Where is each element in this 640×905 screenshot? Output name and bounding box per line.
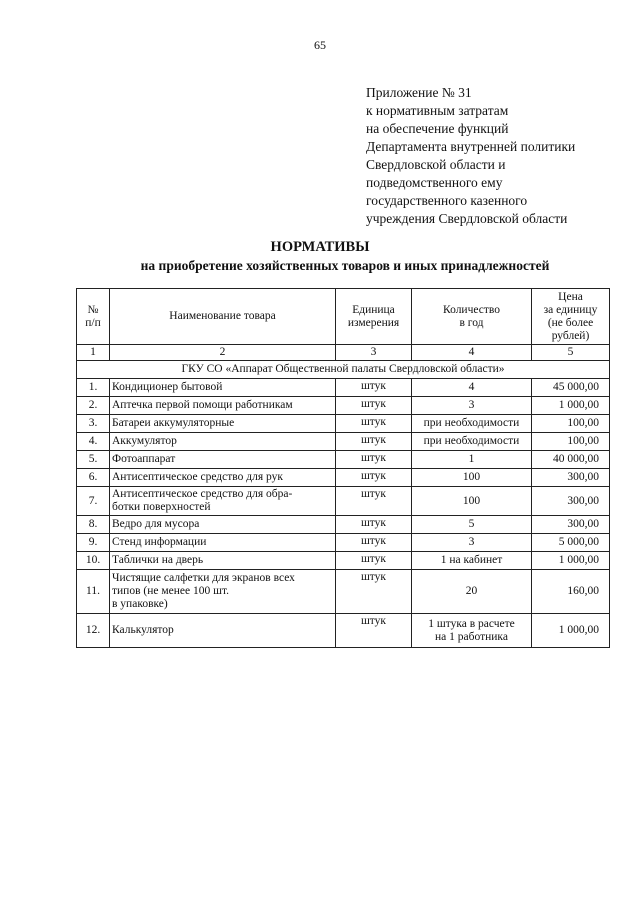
row-name: Ведро для мусора [110,516,336,534]
row-price: 45 000,00 [532,379,610,397]
row-quantity: 20 [412,570,532,614]
row-quantity: при необходимости [412,433,532,451]
row-quantity: 5 [412,516,532,534]
row-price: 40 000,00 [532,451,610,469]
table-row [77,487,610,516]
row-number: 12. [77,614,110,648]
column-number: 2 [110,345,336,361]
row-quantity: 1 на кабинет [412,552,532,570]
row-number: 10. [77,552,110,570]
header-number: № п/п [77,289,110,345]
row-price: 300,00 [532,487,610,516]
row-price: 300,00 [532,516,610,534]
table-row [77,570,610,614]
row-name: Фотоаппарат [110,451,336,469]
row-unit: штук [336,534,412,552]
table-row [77,469,610,487]
row-price: 300,00 [532,469,610,487]
page-number: 65 [314,38,326,52]
row-unit: штук [336,379,412,397]
appendix-line: учреждения Свердловской области [366,211,568,226]
appendix-line: государственного казенного [366,193,528,208]
row-number: 4. [77,433,110,451]
row-name: Таблички на дверь [110,552,336,570]
document-subtitle: на приобретение хозяйственных товаров и иных принадлежностей [140,258,550,273]
row-quantity: 3 [412,534,532,552]
document-title: НОРМАТИВЫ [270,239,370,255]
row-quantity: 100 [412,469,532,487]
appendix-line: подведомственного ему [366,175,503,190]
row-name: Батареи аккумуляторные [110,415,336,433]
appendix-line: Свердловской области и [366,157,506,172]
row-price: 1 000,00 [532,614,610,648]
row-name: Стенд информации [110,534,336,552]
row-quantity: 1 штука в расчете на 1 работника [412,614,532,648]
column-number: 3 [336,345,412,361]
row-unit: штук [336,451,412,469]
row-name: Кондиционер бытовой [110,379,336,397]
row-quantity: 100 [412,487,532,516]
header-name: Наименование товара [110,289,336,345]
row-name: Аккумулятор [110,433,336,451]
row-number: 2. [77,397,110,415]
row-number: 1. [77,379,110,397]
row-number: 9. [77,534,110,552]
header-price: Цена за единицу (не более рублей) [532,289,610,345]
row-name: Аптечка первой помощи работникам [110,397,336,415]
appendix-line: на обеспечение функций [366,121,509,136]
table-row [77,415,610,433]
header-unit: Единица измерения [336,289,412,345]
row-unit: штук [336,614,412,648]
column-numbers-row [77,345,610,361]
appendix-line: Департамента внутренней политики [366,139,576,154]
row-unit: штук [336,516,412,534]
row-quantity: 4 [412,379,532,397]
table-row [77,614,610,648]
row-unit: штук [336,570,412,614]
row-unit: штук [336,552,412,570]
appendix-line: к нормативным затратам [366,103,509,118]
row-quantity: 1 [412,451,532,469]
norms-table [76,288,610,648]
row-unit: штук [336,487,412,516]
row-price: 100,00 [532,433,610,451]
table-row [77,516,610,534]
row-price: 160,00 [532,570,610,614]
appendix-block [366,84,636,228]
row-name: Антисептическое средство для рук [110,469,336,487]
table-row [77,534,610,552]
group-label: ГКУ СО «Аппарат Общественной палаты Свердловской области» [77,361,610,379]
row-number: 7. [77,487,110,516]
header-quantity: Количество в год [412,289,532,345]
row-name: Чистящие салфетки для экранов всех типов (не менее 100 шт. в упаковке) [110,570,336,614]
row-unit: штук [336,415,412,433]
row-name: Антисептическое средство для обра- ботки поверхностей [110,487,336,516]
row-price: 100,00 [532,415,610,433]
column-number: 4 [412,345,532,361]
row-number: 6. [77,469,110,487]
table-row [77,552,610,570]
row-price: 1 000,00 [532,397,610,415]
row-price: 1 000,00 [532,552,610,570]
row-number: 11. [77,570,110,614]
table-header-row [77,289,610,345]
row-quantity: при необходимости [412,415,532,433]
row-unit: штук [336,397,412,415]
row-number: 8. [77,516,110,534]
row-number: 5. [77,451,110,469]
row-name: Калькулятор [110,614,336,648]
row-quantity: 3 [412,397,532,415]
row-price: 5 000,00 [532,534,610,552]
table-row [77,433,610,451]
column-number: 5 [532,345,610,361]
table-row [77,451,610,469]
group-row [77,361,610,379]
appendix-line: Приложение № 31 [366,85,472,100]
table-row [77,379,610,397]
row-number: 3. [77,415,110,433]
column-number: 1 [77,345,110,361]
row-unit: штук [336,433,412,451]
table-row [77,397,610,415]
row-unit: штук [336,469,412,487]
